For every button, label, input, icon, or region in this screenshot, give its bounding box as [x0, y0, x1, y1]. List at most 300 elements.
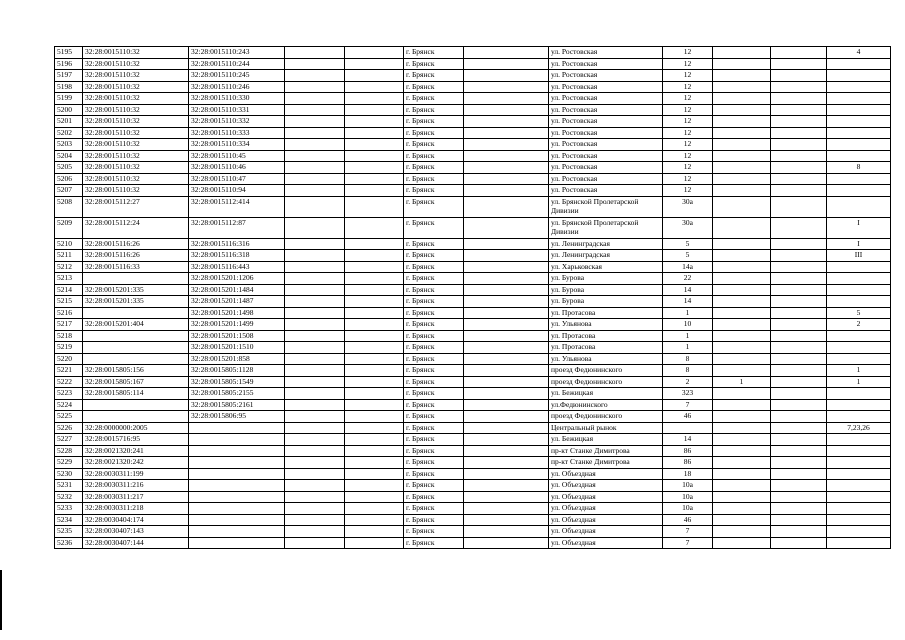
object-cadastral-number-cell: 32:28:0015201:1510: [189, 342, 285, 354]
object-cadastral-number-cell: 32:28:0015110:47: [189, 173, 285, 185]
street-cell: ул. Харьковская: [549, 261, 663, 273]
column-7-cell: [464, 491, 549, 503]
column-5-cell: [345, 47, 404, 59]
house-number-cell: 323: [663, 388, 713, 400]
column-7-cell: [464, 307, 549, 319]
street-cell: ул. Бурова: [549, 296, 663, 308]
notes-cell: [827, 196, 891, 217]
house-number-cell: 30а: [663, 217, 713, 238]
column-4-cell: [285, 58, 345, 70]
object-cadastral-number-cell: [189, 491, 285, 503]
notes-cell: [827, 514, 891, 526]
column-11-cell: [771, 150, 827, 162]
object-cadastral-number-cell: 32:28:0015805:1128: [189, 365, 285, 377]
column-7-cell: [464, 457, 549, 469]
street-cell: ул. Объездная: [549, 468, 663, 480]
object-cadastral-number-cell: 32:28:0015116:318: [189, 250, 285, 262]
column-7-cell: [464, 150, 549, 162]
object-cadastral-number-cell: 32:28:0015110:244: [189, 58, 285, 70]
column-11-cell: [771, 217, 827, 238]
table-row: [55, 273, 891, 285]
street-cell: ул. Ростовская: [549, 47, 663, 59]
column-5-cell: [345, 116, 404, 128]
column-4-cell: [285, 150, 345, 162]
street-cell: Центральный рынок: [549, 422, 663, 434]
notes-cell: [827, 468, 891, 480]
table-row: [55, 116, 891, 128]
row-number-cell: 5195: [55, 47, 83, 59]
row-number-cell: 5216: [55, 307, 83, 319]
parcel-cadastral-number-cell: 32:28:0015110:32: [83, 93, 189, 105]
column-10-cell: [713, 284, 771, 296]
city-cell: г. Брянск: [404, 273, 464, 285]
column-7-cell: [464, 81, 549, 93]
row-number-cell: 5220: [55, 353, 83, 365]
column-5-cell: [345, 353, 404, 365]
column-10-cell: [713, 353, 771, 365]
street-cell: ул. Ростовская: [549, 93, 663, 105]
notes-cell: [827, 526, 891, 538]
street-cell: ул. Бежицкая: [549, 388, 663, 400]
house-number-cell: 30а: [663, 196, 713, 217]
house-number-cell: 12: [663, 104, 713, 116]
column-4-cell: [285, 526, 345, 538]
column-4-cell: [285, 238, 345, 250]
house-number-cell: 12: [663, 58, 713, 70]
column-7-cell: [464, 503, 549, 515]
city-cell: г. Брянск: [404, 116, 464, 128]
column-5-cell: [345, 514, 404, 526]
column-10-cell: [713, 503, 771, 515]
column-11-cell: [771, 526, 827, 538]
column-4-cell: [285, 273, 345, 285]
house-number-cell: 18: [663, 468, 713, 480]
column-5-cell: [345, 434, 404, 446]
row-number-cell: 5196: [55, 58, 83, 70]
street-cell: ул. Ростовская: [549, 173, 663, 185]
column-10-cell: [713, 238, 771, 250]
column-7-cell: [464, 480, 549, 492]
column-7-cell: [464, 104, 549, 116]
city-cell: г. Брянск: [404, 238, 464, 250]
row-number-cell: 5223: [55, 388, 83, 400]
notes-cell: [827, 58, 891, 70]
table-row: [55, 422, 891, 434]
notes-cell: [827, 457, 891, 469]
column-11-cell: [771, 330, 827, 342]
table-row: [55, 526, 891, 538]
street-cell: ул. Ростовская: [549, 104, 663, 116]
column-11-cell: [771, 284, 827, 296]
table-row: [55, 47, 891, 59]
column-4-cell: [285, 422, 345, 434]
object-cadastral-number-cell: 32:28:0015112:414: [189, 196, 285, 217]
column-10-cell: [713, 411, 771, 423]
object-cadastral-number-cell: [189, 422, 285, 434]
house-number-cell: 1: [663, 342, 713, 354]
notes-cell: [827, 491, 891, 503]
column-4-cell: [285, 296, 345, 308]
city-cell: г. Брянск: [404, 330, 464, 342]
table-row: [55, 81, 891, 93]
street-cell: ул. Ленинградская: [549, 250, 663, 262]
column-5-cell: [345, 399, 404, 411]
column-11-cell: [771, 185, 827, 197]
column-11-cell: [771, 173, 827, 185]
row-number-cell: 5197: [55, 70, 83, 82]
city-cell: г. Брянск: [404, 127, 464, 139]
object-cadastral-number-cell: [189, 457, 285, 469]
column-5-cell: [345, 196, 404, 217]
column-5-cell: [345, 150, 404, 162]
notes-cell: [827, 296, 891, 308]
parcel-cadastral-number-cell: 32:28:0030404:174: [83, 514, 189, 526]
column-4-cell: [285, 514, 345, 526]
table-row: [55, 491, 891, 503]
notes-cell: I: [827, 238, 891, 250]
column-5-cell: [345, 537, 404, 549]
parcel-cadastral-number-cell: 32:28:0021320:242: [83, 457, 189, 469]
column-5-cell: [345, 342, 404, 354]
column-5-cell: [345, 468, 404, 480]
column-10-cell: [713, 250, 771, 262]
object-cadastral-number-cell: [189, 445, 285, 457]
column-4-cell: [285, 376, 345, 388]
column-5-cell: [345, 127, 404, 139]
notes-cell: [827, 139, 891, 151]
parcel-cadastral-number-cell: 32:28:0015112:27: [83, 196, 189, 217]
column-5-cell: [345, 457, 404, 469]
column-10-cell: [713, 491, 771, 503]
object-cadastral-number-cell: 32:28:0015110:330: [189, 93, 285, 105]
column-10-cell: [713, 457, 771, 469]
object-cadastral-number-cell: [189, 480, 285, 492]
column-7-cell: [464, 250, 549, 262]
column-10-cell: [713, 173, 771, 185]
object-cadastral-number-cell: 32:28:0015116:316: [189, 238, 285, 250]
notes-cell: 8: [827, 162, 891, 174]
row-number-cell: 5230: [55, 468, 83, 480]
table-row: [55, 139, 891, 151]
street-cell: ул. Бурова: [549, 284, 663, 296]
column-11-cell: [771, 70, 827, 82]
house-number-cell: 14: [663, 434, 713, 446]
street-cell: ул. Объездная: [549, 514, 663, 526]
notes-cell: [827, 104, 891, 116]
parcel-cadastral-number-cell: 32:28:0015110:32: [83, 139, 189, 151]
column-10-cell: [713, 127, 771, 139]
column-7-cell: [464, 173, 549, 185]
object-cadastral-number-cell: 32:28:0015110:45: [189, 150, 285, 162]
table-row: [55, 365, 891, 377]
city-cell: г. Брянск: [404, 296, 464, 308]
house-number-cell: 46: [663, 514, 713, 526]
column-4-cell: [285, 47, 345, 59]
row-number-cell: 5236: [55, 537, 83, 549]
table-row: [55, 376, 891, 388]
object-cadastral-number-cell: 32:28:0015805:1549: [189, 376, 285, 388]
house-number-cell: 10а: [663, 480, 713, 492]
parcel-cadastral-number-cell: 32:28:0015805:156: [83, 365, 189, 377]
column-5-cell: [345, 480, 404, 492]
city-cell: г. Брянск: [404, 399, 464, 411]
street-cell: ул. Ростовская: [549, 150, 663, 162]
column-7-cell: [464, 185, 549, 197]
city-cell: г. Брянск: [404, 139, 464, 151]
column-11-cell: [771, 319, 827, 331]
column-7-cell: [464, 217, 549, 238]
house-number-cell: 5: [663, 238, 713, 250]
object-cadastral-number-cell: 32:28:0015805:2161: [189, 399, 285, 411]
column-10-cell: [713, 81, 771, 93]
table-row: [55, 173, 891, 185]
column-7-cell: [464, 47, 549, 59]
column-4-cell: [285, 503, 345, 515]
column-7-cell: [464, 196, 549, 217]
house-number-cell: 8: [663, 353, 713, 365]
table-row: [55, 399, 891, 411]
row-number-cell: 5232: [55, 491, 83, 503]
row-number-cell: 5233: [55, 503, 83, 515]
column-4-cell: [285, 457, 345, 469]
notes-cell: [827, 284, 891, 296]
parcel-cadastral-number-cell: 32:28:0015110:32: [83, 70, 189, 82]
house-number-cell: 22: [663, 273, 713, 285]
column-10-cell: [713, 196, 771, 217]
table-row: [55, 250, 891, 262]
notes-cell: [827, 81, 891, 93]
column-5-cell: [345, 217, 404, 238]
column-11-cell: [771, 468, 827, 480]
street-cell: ул. Ростовская: [549, 70, 663, 82]
table-row: [55, 127, 891, 139]
house-number-cell: 12: [663, 47, 713, 59]
column-5-cell: [345, 93, 404, 105]
object-cadastral-number-cell: 32:28:0015201:1498: [189, 307, 285, 319]
column-7-cell: [464, 342, 549, 354]
city-cell: г. Брянск: [404, 411, 464, 423]
column-7-cell: [464, 127, 549, 139]
house-number-cell: 8: [663, 365, 713, 377]
column-10-cell: [713, 261, 771, 273]
column-5-cell: [345, 491, 404, 503]
street-cell: ул. Ростовская: [549, 127, 663, 139]
parcel-cadastral-number-cell: 32:28:0015805:114: [83, 388, 189, 400]
column-7-cell: [464, 261, 549, 273]
notes-cell: 4: [827, 47, 891, 59]
column-4-cell: [285, 217, 345, 238]
column-7-cell: [464, 388, 549, 400]
street-cell: ул. Объездная: [549, 491, 663, 503]
parcel-cadastral-number-cell: 32:28:0015201:335: [83, 284, 189, 296]
street-cell: ул. Протасова: [549, 330, 663, 342]
parcel-cadastral-number-cell: 32:28:0015116:26: [83, 250, 189, 262]
row-number-cell: 5198: [55, 81, 83, 93]
column-5-cell: [345, 104, 404, 116]
object-cadastral-number-cell: [189, 503, 285, 515]
street-cell: ул.Федюнинского: [549, 399, 663, 411]
object-cadastral-number-cell: [189, 468, 285, 480]
column-10-cell: [713, 104, 771, 116]
table-row: [55, 70, 891, 82]
table-row: [55, 342, 891, 354]
column-7-cell: [464, 399, 549, 411]
object-cadastral-number-cell: 32:28:0015110:331: [189, 104, 285, 116]
street-cell: пр-кт Станке Димитрова: [549, 457, 663, 469]
city-cell: г. Брянск: [404, 434, 464, 446]
city-cell: г. Брянск: [404, 250, 464, 262]
table-row: [55, 261, 891, 273]
column-11-cell: [771, 273, 827, 285]
object-cadastral-number-cell: 32:28:0015110:243: [189, 47, 285, 59]
scan-edge-mark: [0, 570, 2, 630]
column-11-cell: [771, 342, 827, 354]
object-cadastral-number-cell: 32:28:0015110:334: [189, 139, 285, 151]
street-cell: проезд Федюнинского: [549, 376, 663, 388]
table-row: [55, 503, 891, 515]
column-7-cell: [464, 162, 549, 174]
column-7-cell: [464, 411, 549, 423]
parcel-cadastral-number-cell: 32:28:0015110:32: [83, 116, 189, 128]
column-11-cell: [771, 116, 827, 128]
column-5-cell: [345, 376, 404, 388]
street-cell: ул. Ульянова: [549, 353, 663, 365]
column-4-cell: [285, 127, 345, 139]
row-number-cell: 5215: [55, 296, 83, 308]
column-4-cell: [285, 104, 345, 116]
city-cell: г. Брянск: [404, 162, 464, 174]
notes-cell: [827, 434, 891, 446]
street-cell: ул. Объездная: [549, 537, 663, 549]
column-7-cell: [464, 526, 549, 538]
house-number-cell: 46: [663, 411, 713, 423]
house-number-cell: 10а: [663, 503, 713, 515]
city-cell: г. Брянск: [404, 480, 464, 492]
object-cadastral-number-cell: 32:28:0015116:443: [189, 261, 285, 273]
row-number-cell: 5208: [55, 196, 83, 217]
column-11-cell: [771, 307, 827, 319]
street-cell: ул. Ростовская: [549, 58, 663, 70]
row-number-cell: 5228: [55, 445, 83, 457]
notes-cell: 7,23,26: [827, 422, 891, 434]
row-number-cell: 5199: [55, 93, 83, 105]
column-11-cell: [771, 81, 827, 93]
city-cell: г. Брянск: [404, 81, 464, 93]
column-5-cell: [345, 503, 404, 515]
column-5-cell: [345, 250, 404, 262]
street-cell: проезд Федюнинского: [549, 411, 663, 423]
street-cell: проезд Федюнинского: [549, 365, 663, 377]
street-cell: ул. Брянской Пролетарской Дивизии: [549, 196, 663, 217]
object-cadastral-number-cell: 32:28:0015805:2155: [189, 388, 285, 400]
notes-cell: [827, 273, 891, 285]
house-number-cell: 2: [663, 376, 713, 388]
column-5-cell: [345, 388, 404, 400]
column-4-cell: [285, 81, 345, 93]
column-4-cell: [285, 411, 345, 423]
house-number-cell: 12: [663, 116, 713, 128]
column-5-cell: [345, 162, 404, 174]
object-cadastral-number-cell: 32:28:0015110:46: [189, 162, 285, 174]
notes-cell: [827, 411, 891, 423]
table-row: [55, 58, 891, 70]
house-number-cell: 14а: [663, 261, 713, 273]
notes-cell: [827, 537, 891, 549]
column-11-cell: [771, 376, 827, 388]
row-number-cell: 5224: [55, 399, 83, 411]
column-10-cell: [713, 217, 771, 238]
notes-cell: [827, 388, 891, 400]
column-11-cell: [771, 58, 827, 70]
column-5-cell: [345, 185, 404, 197]
parcel-cadastral-number-cell: 32:28:0015116:33: [83, 261, 189, 273]
city-cell: г. Брянск: [404, 468, 464, 480]
notes-cell: [827, 330, 891, 342]
column-10-cell: [713, 150, 771, 162]
table-row: [55, 388, 891, 400]
city-cell: г. Брянск: [404, 70, 464, 82]
column-10-cell: [713, 139, 771, 151]
column-5-cell: [345, 139, 404, 151]
parcel-cadastral-number-cell: 32:28:0015116:26: [83, 238, 189, 250]
house-number-cell: 1: [663, 330, 713, 342]
notes-cell: [827, 173, 891, 185]
column-10-cell: 1: [713, 376, 771, 388]
house-number-cell: 86: [663, 457, 713, 469]
table-row: [55, 307, 891, 319]
column-10-cell: [713, 162, 771, 174]
column-7-cell: [464, 445, 549, 457]
column-7-cell: [464, 468, 549, 480]
column-4-cell: [285, 261, 345, 273]
parcel-cadastral-number-cell: 32:28:0015201:335: [83, 296, 189, 308]
table-row: [55, 104, 891, 116]
notes-cell: [827, 353, 891, 365]
house-number-cell: 7: [663, 537, 713, 549]
column-10-cell: [713, 445, 771, 457]
column-10-cell: [713, 185, 771, 197]
column-4-cell: [285, 537, 345, 549]
row-number-cell: 5234: [55, 514, 83, 526]
column-7-cell: [464, 434, 549, 446]
city-cell: г. Брянск: [404, 196, 464, 217]
house-number-cell: 7: [663, 526, 713, 538]
column-7-cell: [464, 330, 549, 342]
object-cadastral-number-cell: 32:28:0015110:246: [189, 81, 285, 93]
object-cadastral-number-cell: 32:28:0015806:95: [189, 411, 285, 423]
column-7-cell: [464, 139, 549, 151]
parcel-cadastral-number-cell: 32:28:0015805:167: [83, 376, 189, 388]
house-number-cell: 12: [663, 93, 713, 105]
parcel-cadastral-number-cell: 32:28:0030311:199: [83, 468, 189, 480]
table-row: [55, 319, 891, 331]
object-cadastral-number-cell: 32:28:0015201:1487: [189, 296, 285, 308]
house-number-cell: 12: [663, 139, 713, 151]
column-11-cell: [771, 296, 827, 308]
row-number-cell: 5211: [55, 250, 83, 262]
parcel-cadastral-number-cell: 32:28:0015110:32: [83, 127, 189, 139]
city-cell: г. Брянск: [404, 284, 464, 296]
column-4-cell: [285, 388, 345, 400]
column-5-cell: [345, 273, 404, 285]
notes-cell: [827, 116, 891, 128]
parcel-cadastral-number-cell: 32:28:0015112:24: [83, 217, 189, 238]
house-number-cell: 12: [663, 81, 713, 93]
city-cell: г. Брянск: [404, 150, 464, 162]
street-cell: ул. Объездная: [549, 503, 663, 515]
row-number-cell: 5203: [55, 139, 83, 151]
parcel-cadastral-number-cell: [83, 353, 189, 365]
